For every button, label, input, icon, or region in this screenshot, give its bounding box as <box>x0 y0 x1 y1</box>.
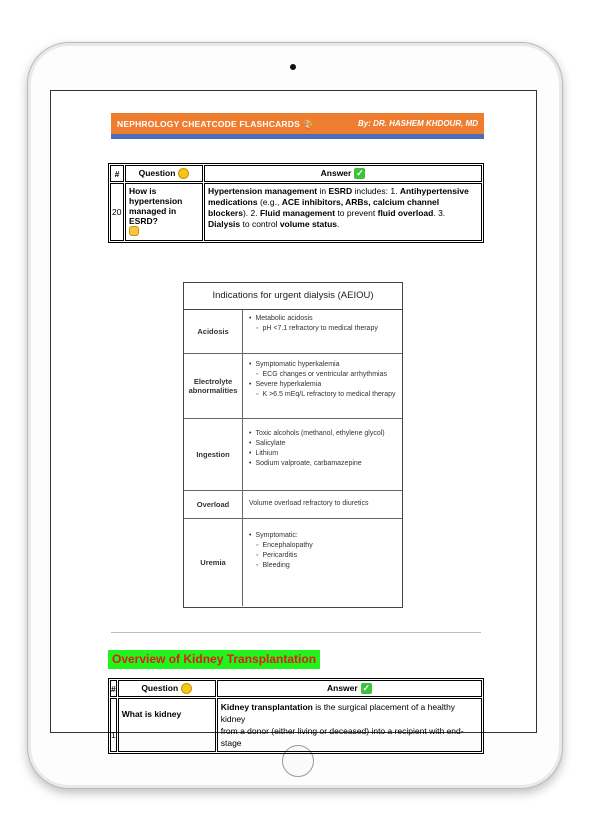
figure-title: Indications for urgent dialysis (AEIOU) <box>184 283 402 310</box>
figure-row-content: Volume overload refractory to diuretics <box>249 500 369 507</box>
palette-icon: 🎨 <box>302 119 314 129</box>
column-header-answer: Answer ✓ <box>204 165 482 182</box>
figure-row-electrolyte <box>184 354 402 419</box>
figure-row-label: Overload <box>184 491 243 518</box>
figure-row-label: Electrolyte abnormalities <box>184 354 243 418</box>
figure-row-acidosis <box>184 310 402 354</box>
figure-row-label: Ingestion <box>184 419 243 490</box>
column-header-question: Question <box>118 680 216 697</box>
thinking-face-icon <box>178 168 189 179</box>
figure-row-ingestion <box>184 419 402 491</box>
check-mark-icon: ✓ <box>362 683 370 694</box>
flashcard-table <box>108 678 484 754</box>
document-viewer[interactable] <box>50 90 537 749</box>
section-heading: Overview of Kidney Transplantation <box>108 650 320 669</box>
section-divider <box>111 632 481 633</box>
answer-cell: Kidney transplantation is the surgical placement of a healthy kidney from a donor (either living or deceased) into a recipient with end-stage <box>217 698 482 752</box>
row-number: 1 <box>110 698 117 752</box>
pointing-hand-icon <box>129 226 139 236</box>
column-header-number: # <box>110 165 124 182</box>
row-number: 20 <box>110 183 124 241</box>
answer-cell: Hypertension management in ESRD includes: 1. Antihypertensive medications (e.g., ACE inhibitors, ARBs, calcium channel blockers). 2. Fluid management to prevent fluid overload. 3. Dialysis to control volume status. <box>204 183 482 241</box>
page-header <box>111 113 484 139</box>
column-header-answer: Answer ✓ <box>217 680 482 697</box>
table-row <box>110 183 482 241</box>
header-author: By: DR. HASHEM KHDOUR, MD <box>358 119 478 128</box>
figure-row-content: • Symptomatic hyperkalemia ◦ ECG changes or ventricular arrhythmias • Severe hyperkalemia ◦ K >6.5 mEq/L refractory to medical therapy <box>243 354 402 418</box>
figure-row-overload <box>184 491 402 519</box>
figure-row-content: • Metabolic acidosis ◦ pH <7.1 refractory to medical therapy <box>243 310 402 353</box>
table-row <box>110 698 482 752</box>
figure-row-uremia <box>184 519 402 606</box>
column-header-question: Question <box>125 165 203 182</box>
camera-icon <box>290 64 296 70</box>
thinking-face-icon <box>181 683 192 694</box>
figure-row-content: • Toxic alcohols (methanol, ethylene glycol) • Salicylate • Lithium • Sodium valproate, carbamazepine <box>243 419 402 490</box>
question-cell: How is hypertension managed in ESRD? <box>125 183 203 241</box>
table-header-row <box>110 680 482 697</box>
question-cell: What is kidney <box>118 698 216 752</box>
figure-row-label: Uremia <box>184 519 243 606</box>
flashcard-table <box>108 163 484 243</box>
column-header-number: # <box>110 680 117 697</box>
header-title: NEPHROLOGY CHEATCODE FLASHCARDS 🎨 <box>117 119 314 129</box>
check-mark-icon: ✓ <box>356 168 364 179</box>
figure-row-label: Acidosis <box>184 310 243 353</box>
table-header-row <box>110 165 482 182</box>
figure-row-content: • Symptomatic: ◦ Encephalopathy ◦ Pericarditis ◦ Bleeding <box>243 519 402 606</box>
dialysis-indications-figure <box>183 282 403 608</box>
